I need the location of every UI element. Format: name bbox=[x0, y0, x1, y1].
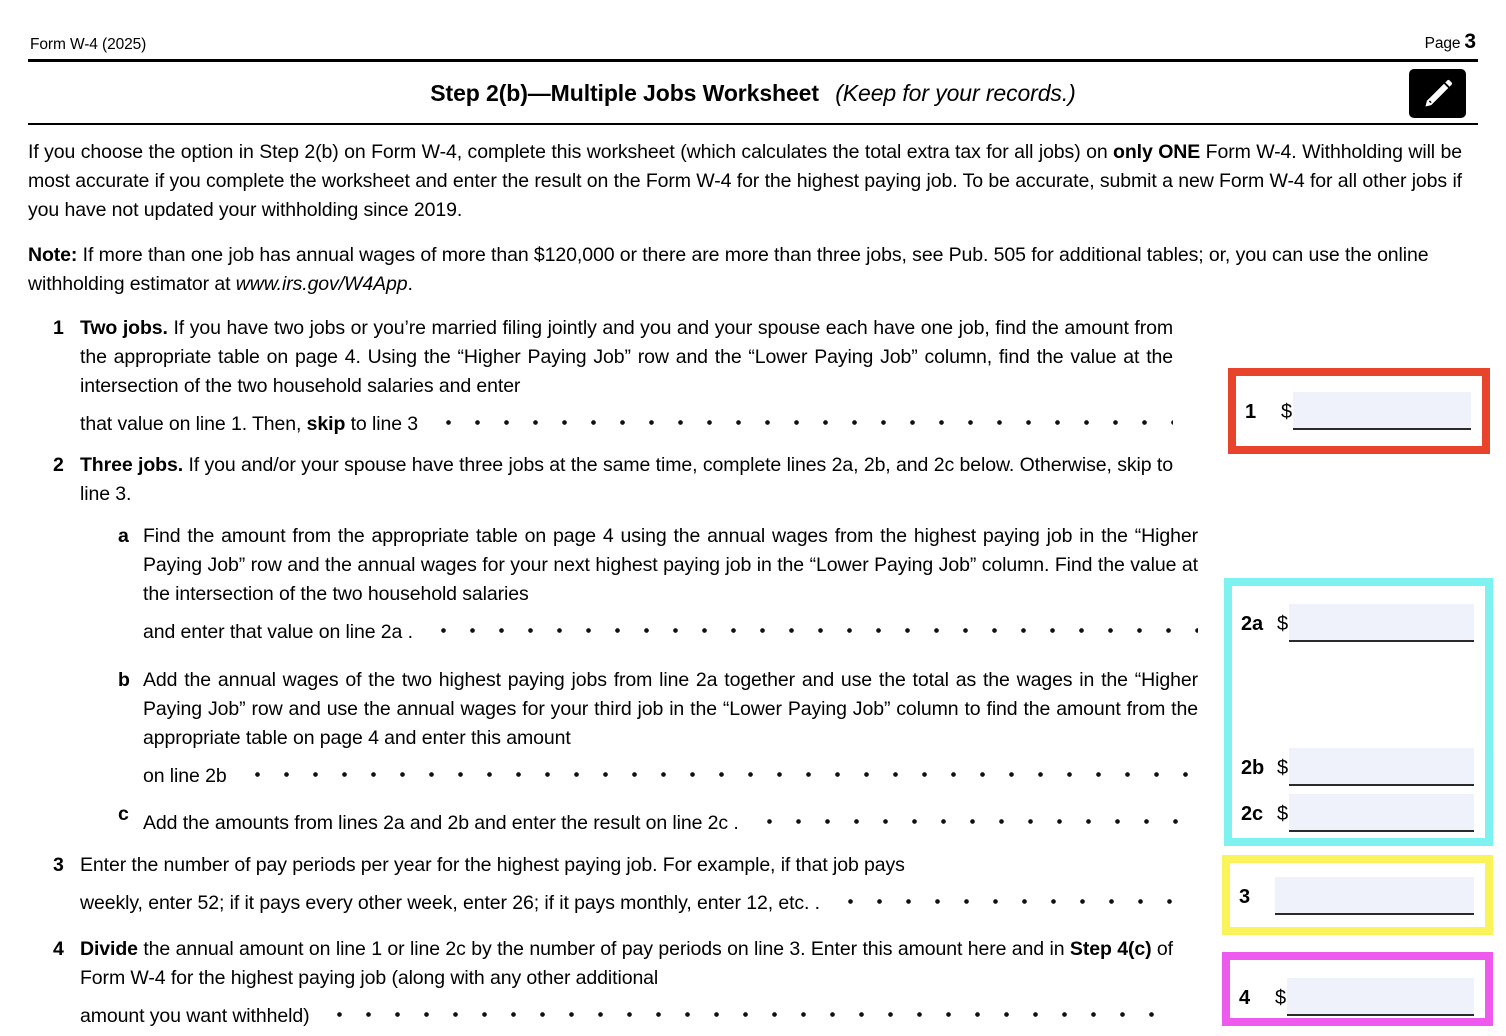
worksheet-title bbox=[0, 80, 1506, 107]
worksheet-item-4 bbox=[28, 935, 1173, 1031]
worksheet-item-2b bbox=[107, 666, 1198, 791]
line2b-amount-input[interactable] bbox=[1289, 748, 1474, 786]
intro-paragraph: If you choose the option in Step 2(b) on Form W-4, complete this worksheet (which calculates the total extra tax for all jobs) on only ONE Form W-4. Withholding will be most accurate if you complete the worksheet and enter the result on the Form W-4 for the highest paying job. To be accurate, submit a new Form W-4 for all other jobs if you have not updated your withholding since 2019. bbox=[28, 141, 1462, 221]
item-last-line: Add the amounts from lines 2a and 2b and enter the result on line 2c . bbox=[143, 812, 739, 834]
line1-highlight-box bbox=[1228, 368, 1490, 454]
worksheet-item-3 bbox=[28, 851, 1173, 918]
page-header bbox=[30, 30, 1476, 54]
answer-label: 3 bbox=[1239, 886, 1251, 908]
worksheet-item-2a bbox=[107, 522, 1198, 647]
dollar-sign: $ bbox=[1277, 803, 1289, 825]
title-divider bbox=[28, 123, 1478, 125]
dot-leader bbox=[753, 800, 1198, 829]
item-last-line: on line 2b bbox=[143, 765, 227, 787]
item-text: Add the annual wages of the two highest paying jobs from line 2a together and use the total as the wages in the “Higher Paying Job” row and use the annual wages for your third job in the “Lower Paying Job” column to find the amount from the appropriate table on page 4 and enter this amount bbox=[143, 669, 1198, 749]
worksheet-title-bar bbox=[0, 62, 1506, 122]
item-number: 1 bbox=[53, 317, 64, 339]
dot-leader bbox=[432, 401, 1173, 430]
line2-highlight-box bbox=[1224, 578, 1493, 846]
line3-highlight-box bbox=[1222, 855, 1493, 935]
dollar-sign: $ bbox=[1277, 613, 1289, 635]
line1-amount-input[interactable] bbox=[1293, 392, 1471, 430]
item-last-line: weekly, enter 52; if it pays every other week, enter 26; if it pays monthly, enter 12, etc. . bbox=[80, 892, 821, 914]
answer-label: 1 bbox=[1245, 401, 1257, 423]
page-indicator bbox=[1425, 30, 1476, 54]
item-text: Two jobs. If you have two jobs or you’re married filing jointly and you and your spouse each have one job, find the amount from the appropriate table on page 4. Using the “Higher Paying Job” row and the “Lower Paying Job” column, find the value at the intersection of the two household salaries and enter bbox=[80, 317, 1173, 397]
dollar-sign: $ bbox=[1277, 757, 1289, 779]
answer-row-2a bbox=[1241, 602, 1474, 642]
worksheet-subtitle: (Keep for your records.) bbox=[835, 80, 1076, 106]
item-number: 4 bbox=[53, 938, 64, 960]
dot-leader bbox=[241, 753, 1198, 782]
item-last-line: that value on line 1. Then, skip to line 3 bbox=[80, 413, 419, 435]
page-number: 3 bbox=[1464, 30, 1476, 53]
line2a-amount-input[interactable] bbox=[1289, 604, 1474, 642]
answer-row-3 bbox=[1239, 875, 1474, 915]
dot-leader bbox=[834, 880, 1173, 909]
item-number: 3 bbox=[53, 854, 64, 876]
item-number: 2 bbox=[53, 454, 64, 476]
worksheet-title-text: Step 2(b)—Multiple Jobs Worksheet bbox=[430, 80, 819, 106]
dot-leader bbox=[323, 993, 1173, 1022]
note-paragraph: Note: If more than one job has annual wages of more than $120,000 or there are more than three jobs, see Pub. 505 for additional tables; or, you can use the online withholding estimator at www.irs.gov/W4App. bbox=[28, 244, 1429, 295]
line2c-amount-input[interactable] bbox=[1289, 794, 1474, 832]
line3-periods-input[interactable] bbox=[1275, 877, 1474, 915]
item-text: Divide the annual amount on line 1 or line 2c by the number of pay periods on line 3. Enter this amount here and in Step 4(c) of Form W-4 for the highest paying job (along with any other additional bbox=[80, 938, 1173, 989]
page-label: Page bbox=[1424, 35, 1461, 52]
pencil-icon bbox=[1409, 69, 1466, 118]
worksheet-item-2 bbox=[28, 451, 1173, 509]
answer-row-1 bbox=[1245, 390, 1471, 430]
worksheet-item-2c bbox=[107, 800, 1198, 838]
item-letter: c bbox=[118, 803, 129, 825]
dollar-sign: $ bbox=[1281, 401, 1293, 423]
item-text: Three jobs. If you and/or your spouse have three jobs at the same time, complete lines 2a, 2b, and 2c below. Otherwise, skip to line 3. bbox=[80, 454, 1173, 505]
line4-highlight-box bbox=[1222, 952, 1493, 1026]
dollar-sign: $ bbox=[1275, 987, 1287, 1009]
dot-leader bbox=[427, 609, 1198, 638]
item-letter: a bbox=[118, 525, 129, 547]
form-id: Form W-4 (2025) bbox=[30, 36, 147, 53]
item-last-line: and enter that value on line 2a . bbox=[143, 621, 413, 643]
item-text: Enter the number of pay periods per year for the highest paying job. For example, if that job pays bbox=[80, 854, 905, 876]
worksheet-item-1 bbox=[28, 314, 1173, 439]
item-last-line: amount you want withheld) bbox=[80, 1005, 310, 1027]
answer-label: 2a bbox=[1241, 613, 1264, 635]
answer-row-2c bbox=[1241, 792, 1474, 832]
answer-label: 2c bbox=[1241, 803, 1264, 825]
answer-row-4 bbox=[1239, 976, 1474, 1016]
item-text: Find the amount from the appropriate table on page 4 using the annual wages from the highest paying job in the “Higher Paying Job” row and the annual wages for your next highest paying job in the “Lower Paying Job” column. Find the value at the intersection of the two household salaries bbox=[143, 525, 1198, 605]
line4-amount-input[interactable] bbox=[1287, 978, 1474, 1016]
answer-label: 4 bbox=[1239, 987, 1251, 1009]
item-letter: b bbox=[118, 669, 130, 691]
answer-label: 2b bbox=[1241, 757, 1265, 779]
answer-row-2b bbox=[1241, 746, 1474, 786]
